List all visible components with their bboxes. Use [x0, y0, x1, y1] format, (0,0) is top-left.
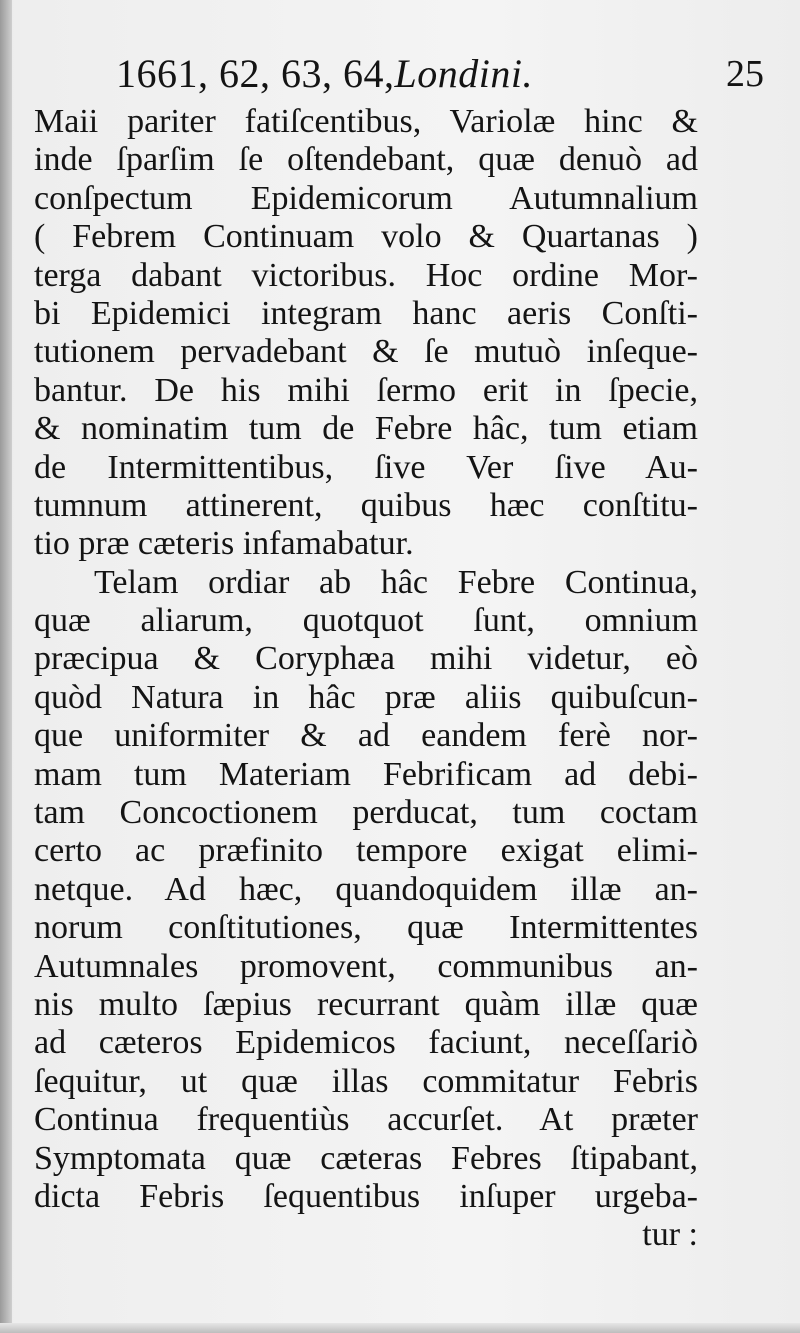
text-line: norum conſtitutiones, quæ Intermittentes — [34, 909, 698, 947]
text-line: bi Epidemici integram hanc aeris Conſti- — [34, 294, 698, 332]
text-line: Autumnales promovent, communibus an- — [34, 947, 698, 985]
text-line: nis multo ſæpius recurrant quàm illæ quæ — [34, 985, 698, 1023]
text-line: netque. Ad hæc, quandoquidem illæ an- — [34, 870, 698, 908]
catchword-line: tur : — [642, 1216, 698, 1254]
text-line: Maii pariter fatiſcentibus, Variolæ hinc & — [34, 103, 698, 140]
text-line: Symptomata quæ cæteras Febres ſtipabant, — [34, 1139, 698, 1177]
page-number: 25 — [726, 53, 764, 95]
text-line: & nominatim tum de Febre hâc, tum etiam — [34, 410, 698, 448]
page-gutter-shadow — [0, 0, 12, 1333]
running-head-place: Londini. — [394, 51, 533, 96]
text-line: certo ac præfinito tempore exigat elimi- — [34, 832, 698, 870]
text-line: conſpectum Epidemicorum Autumnalium — [34, 179, 698, 217]
text-line: inde ſparſim ſe oſtendebant, quæ denuò ad — [34, 141, 698, 179]
paragraph-end-line: tio præ cæteris infamabatur. — [34, 525, 414, 563]
text-line: tutionem pervadebant & ſe mutuò inſeque- — [34, 333, 698, 371]
text-line: ſequitur, ut quæ illas commitatur Febris — [34, 1062, 698, 1100]
page-header — [40, 42, 770, 102]
text-line: tumnum attinerent, quibus hæc conſtitu- — [34, 486, 698, 524]
text-line: que uniformiter & ad eandem ferè nor- — [34, 717, 698, 755]
text-line: tam Concoctionem perducat, tum coctam — [34, 794, 698, 832]
paragraph-start-line: Telam ordiar ab hâc Febre Continua, — [94, 563, 698, 601]
running-head — [116, 50, 533, 97]
page-bottom-edge — [0, 1323, 800, 1333]
text-line: ( Febrem Continuam volo & Quartanas ) — [34, 218, 698, 256]
text-line: terga dabant victoribus. Hoc ordine Mor- — [34, 256, 698, 294]
text-line: præcipua & Coryphæa mihi videtur, eò — [34, 640, 698, 678]
running-head-years: 1661, 62, 63, 64, — [116, 51, 395, 96]
text-line: de Intermittentibus, ſive Ver ſive Au- — [34, 448, 698, 486]
text-line: bantur. De his mihi ſermo erit in ſpecie, — [34, 371, 698, 409]
text-line: mam tum Materiam Febrificam ad debi- — [34, 755, 698, 793]
text-line: quæ aliarum, quotquot ſunt, omnium — [34, 602, 698, 640]
body-text — [34, 103, 698, 1255]
text-line: quòd Natura in hâc præ aliis quibuſcun- — [34, 678, 698, 716]
text-line: ad cæteros Epidemicos faciunt, neceſſariò — [34, 1024, 698, 1062]
text-line: Continua frequentiùs accurſet. At præter — [34, 1101, 698, 1139]
text-line: dicta Febris ſequentibus inſuper urgeba- — [34, 1177, 698, 1215]
